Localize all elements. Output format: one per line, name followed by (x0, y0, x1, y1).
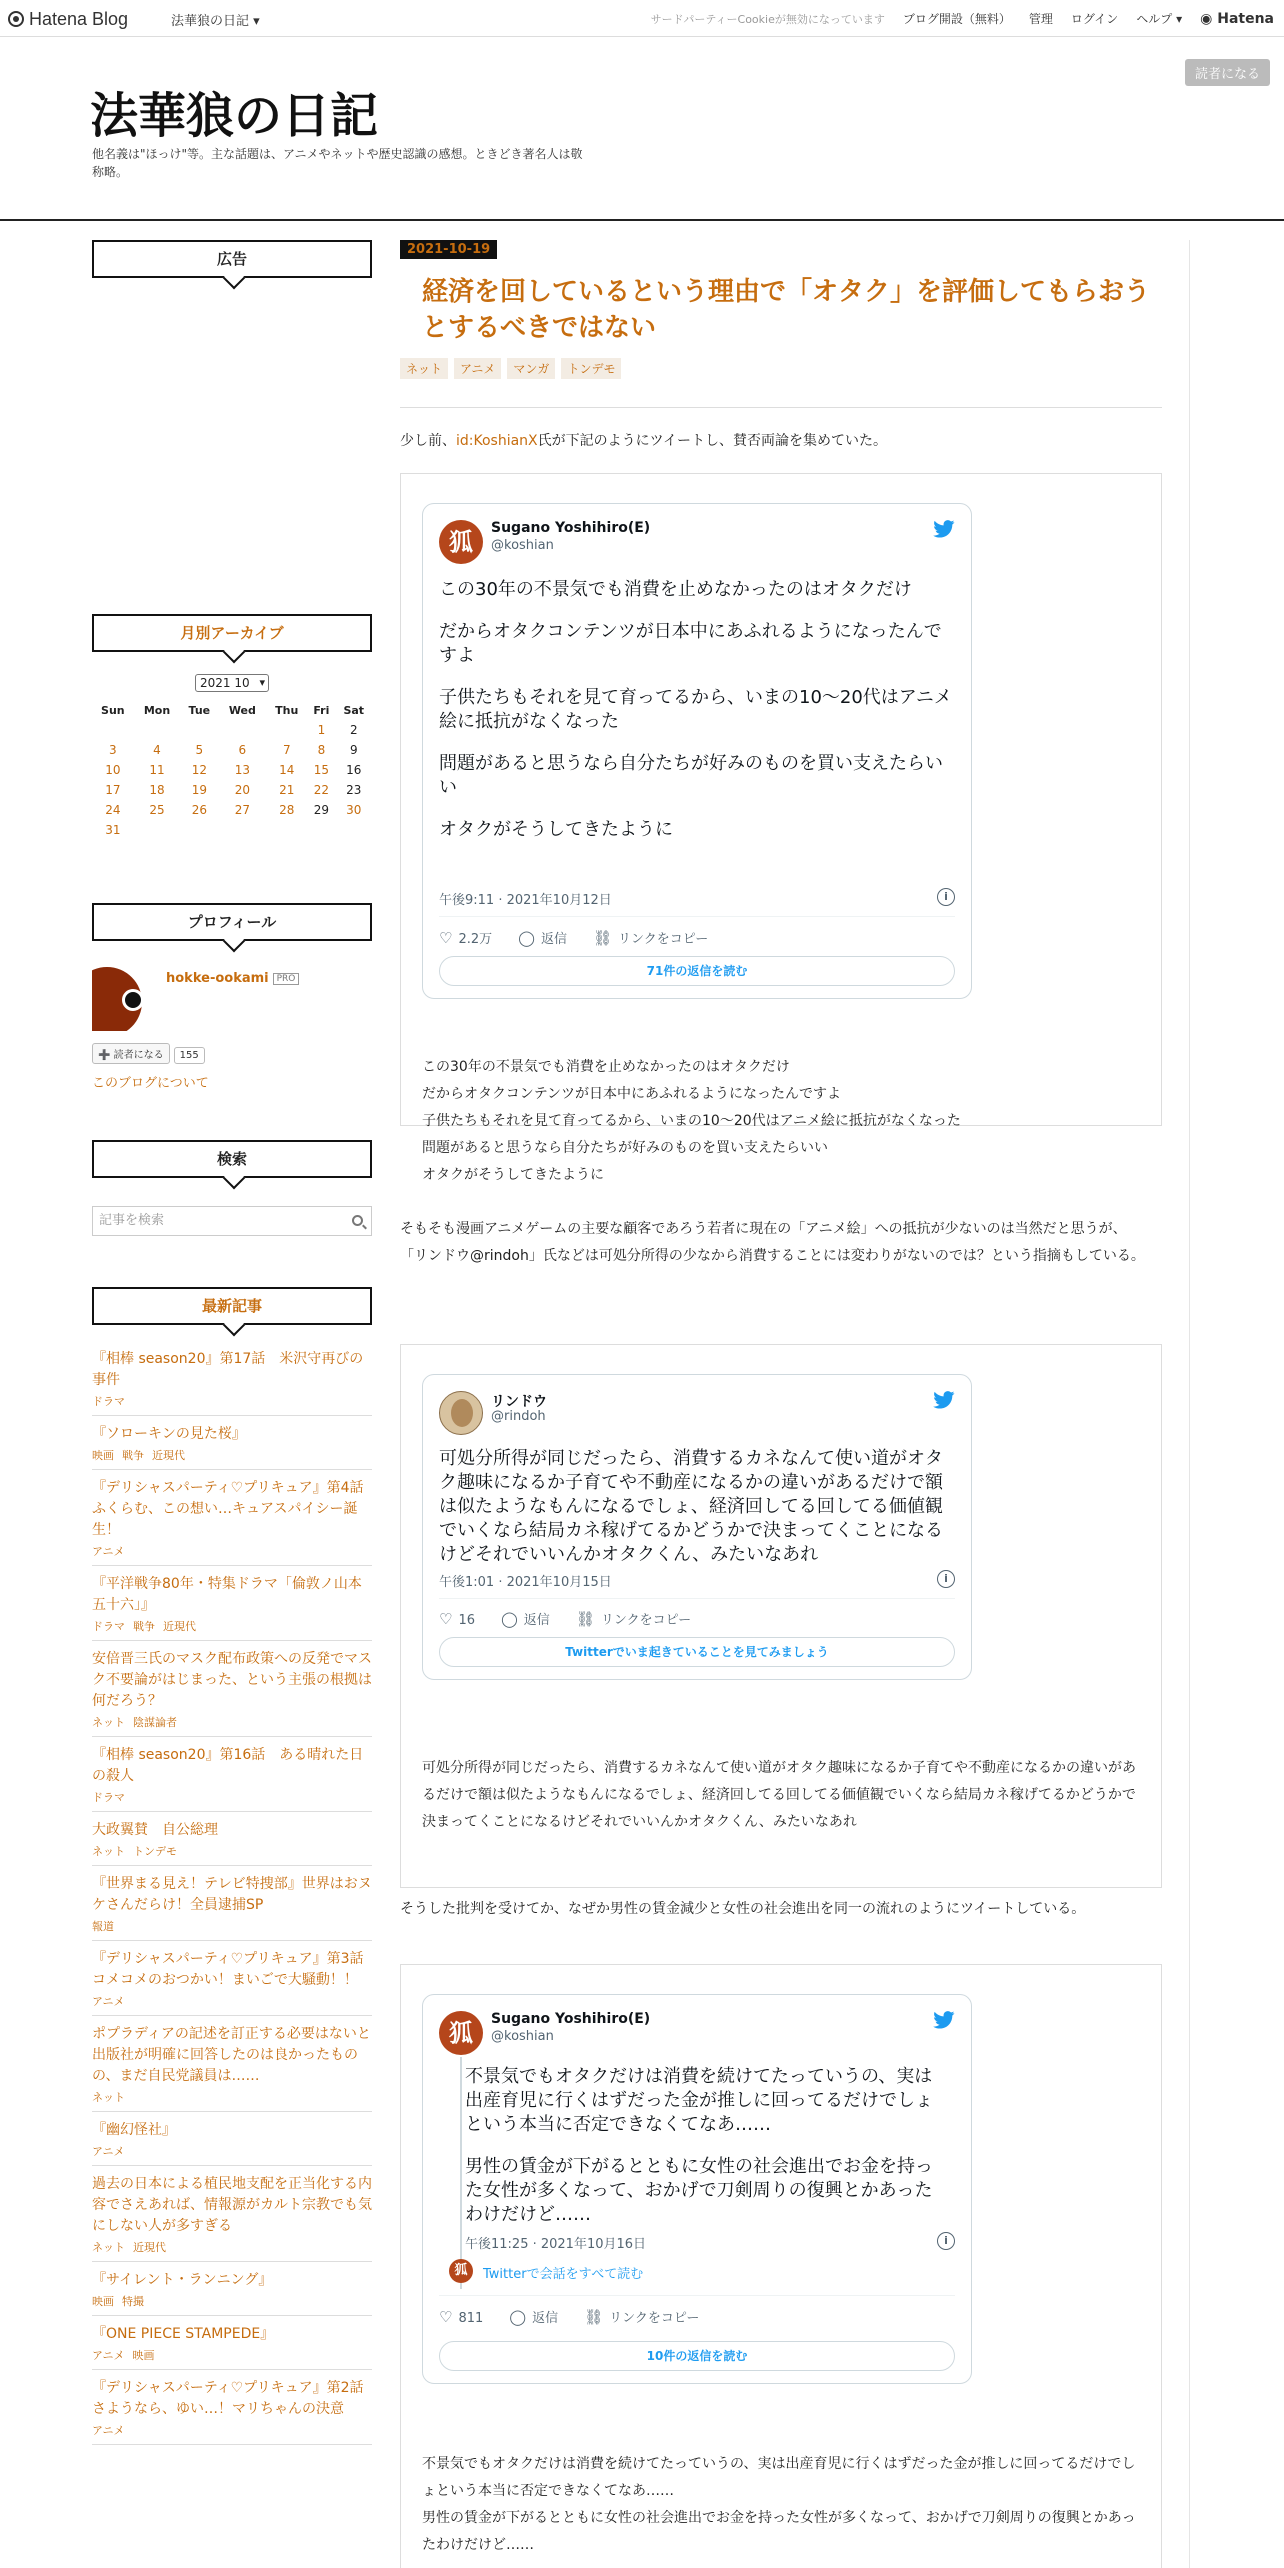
profile-subscribe-button[interactable]: ➕ 読者になる (92, 1043, 170, 1064)
heart-icon: ♡ (439, 2307, 453, 2326)
profile-title: プロフィール (92, 903, 372, 941)
reply-icon: ◯ (501, 1610, 518, 1628)
blockquote-1 (400, 473, 1162, 1183)
recent-entry-item (92, 2262, 372, 2316)
copy-link-button[interactable]: ⛓ リンクをコピー (584, 2308, 700, 2326)
recent-entry-categories (92, 1447, 372, 1463)
tweet-embed-2[interactable] (422, 1374, 972, 1680)
recent-entry-title[interactable]: 『相棒 season20』第17話 米沢守再びの事件 (92, 1351, 364, 1388)
global-header (0, 0, 1284, 37)
recent-entry-title[interactable]: 『世界まる見え！テレビ特捜部』世界はおヌケさんだらけ！全員逮捕SP (92, 1876, 372, 1913)
entry-category-tag[interactable]: ネット (400, 358, 448, 379)
quote-text-2: 可処分所得が同じだったら、消費するカネなんて使い道がオタク趣味になるか子育てや不動産になるかの違いがあるだけで額は似たようなもんになるでしょ、経済回してる回してる価値観でいくなら結局カネ稼げてるかどうかで決まってくことになるけどそれでいいんかオタクくん、みたいなあれ (422, 1760, 1136, 1830)
recent-module (92, 1287, 378, 2445)
search-input[interactable]: 記事を検索 (92, 1206, 372, 1236)
calendar-day[interactable]: 31 (105, 823, 121, 837)
calendar-day: 23 (346, 783, 362, 797)
intro-paragraph: 少し前、id:KoshianX氏が下記のようにツイートし、賛否両論を集めていた。 (400, 433, 887, 449)
tweet-actions (439, 928, 708, 947)
tweet-embed-3[interactable] (422, 1994, 972, 2384)
twitter-bird-icon[interactable] (933, 520, 955, 538)
recent-list (92, 1341, 378, 2445)
heart-icon: ♡ (439, 1609, 453, 1628)
paragraph-2: そもそも漫画アニメゲームの主要な顧客であろう若者に現在の「アニメ絵」への抵抗が少ないのは当然だと思うが、 「リンドウ@rindoh」氏などは可処分所得の少なから消費することには変わりがないのでは？という指摘もしている。 (400, 1221, 1145, 1264)
calendar-day (336, 820, 372, 840)
calendar-day-header: Thu (275, 703, 299, 717)
calendar-day[interactable]: 22 (313, 783, 330, 797)
blog-title-area (0, 37, 1284, 221)
tweet-paragraph: 問題があると思うなら自分たちが好みのものを買い支えたらいい (439, 753, 943, 798)
info-icon[interactable]: i (937, 1570, 955, 1588)
calendar-day-header: Mon (143, 703, 171, 717)
entry-category-tag[interactable]: トンデモ (561, 358, 621, 379)
recent-title[interactable]: 最新記事 (92, 1287, 372, 1325)
read-conversation-link[interactable]: Twitterで会話をすべて読む (483, 2267, 644, 2282)
calendar-day[interactable]: 25 (149, 803, 165, 817)
tweet-text: 不景気でもオタクだけは消費を続けてたっていうの、実は出産育児に行くはずだった金が推しに回ってるだけでしょという本当に否定できなくてなあ…… 男性の賃金が下がるとともに女性の社会進出でお金を持った女性が多くなって、おかげで刀剣周りの復興とかあったわけだけど…… (465, 2066, 933, 2225)
recent-entry-item (92, 1941, 378, 2016)
like-button[interactable]: ♡ 811 (439, 2307, 484, 2326)
recent-entry-item (92, 2112, 372, 2166)
tweet-paragraph: だからオタクコンテンツが日本中にあふれるようになったんですよ (439, 621, 942, 666)
recent-entry-categories (92, 1993, 372, 2009)
profile-name[interactable]: hokke-ookami PRO (166, 971, 299, 1031)
calendar-day[interactable]: 20 (234, 783, 250, 797)
category-link[interactable]: ネット (92, 2241, 125, 2254)
calendar (92, 700, 372, 840)
recent-entry-title[interactable]: 『相棒 season20』第16話 ある晴れた日の殺人 (92, 1747, 364, 1784)
tweet-author-handle[interactable]: @rindoh (491, 1409, 546, 1424)
archive-month-select[interactable]: 2021 10 ▾ (195, 674, 269, 692)
tweet-avatar[interactable]: 狐 (439, 520, 483, 564)
category-link[interactable]: 戦争 (133, 1620, 155, 1633)
profile-module (92, 903, 372, 1091)
recent-entry-item (92, 2016, 372, 2112)
recent-entry-categories (92, 1789, 372, 1805)
reply-button[interactable]: ◯ 返信 (509, 2308, 559, 2326)
recent-entry-title[interactable]: 『デリシャスパーティ♡プリキュア』第2話 さようなら、ゆい…！マリちゃんの決意 (92, 2380, 378, 2417)
calendar-day[interactable]: 8 (317, 743, 326, 757)
quote-line: オタクがそうしてきたように (422, 1167, 604, 1183)
recent-entry-categories (92, 1393, 372, 1409)
convo-avatar: 狐 (449, 2259, 473, 2283)
category-link[interactable]: ドラマ (92, 1395, 125, 1408)
calendar-day: 2 (349, 723, 358, 737)
reply-button[interactable]: ◯ 返信 (518, 929, 567, 947)
calendar-day[interactable]: 12 (191, 763, 207, 777)
calendar-day (92, 720, 134, 740)
calendar-day (180, 820, 218, 840)
recent-entry-title[interactable]: 『ONE PIECE STAMPEDE』 (92, 2326, 275, 2342)
tweet-author-name[interactable]: Sugano Yoshihiro(E) (491, 2011, 651, 2027)
pro-badge: PRO (273, 973, 300, 985)
paragraph-3: そうした批判を受けてか、なぜか男性の賃金減少と女性の社会進出を同一の流れのようにツイートしている。 (400, 1901, 1086, 1917)
recent-entry-categories (92, 2239, 372, 2255)
help-menu[interactable]: ヘルプ ▾ (1136, 12, 1183, 26)
calendar-day[interactable]: 14 (279, 763, 295, 777)
tweet-actions (439, 1609, 691, 1628)
category-link[interactable]: 映画 (92, 2295, 114, 2308)
recent-entry-title[interactable]: 『サイレント・ランニング』 (92, 2272, 273, 2288)
hatena-brand-link[interactable]: ◉ Hatena (1200, 10, 1274, 27)
calendar-day-header: Sat (343, 703, 365, 717)
subscriber-count: 155 (174, 1047, 205, 1064)
recent-entry-categories (92, 2089, 372, 2105)
recent-entry-item (92, 1737, 372, 1812)
hatena-blog-logo[interactable]: Hatena Blog (8, 9, 128, 30)
recent-entry-title[interactable]: 安倍晋三氏のマスク配布政策への反発でマスク不要論がはじまった、という主張の根拠は何だろう？ (92, 1651, 372, 1709)
recent-entry-categories (92, 2422, 372, 2438)
calendar-day[interactable]: 19 (191, 783, 207, 797)
calendar-day[interactable]: 15 (313, 763, 330, 777)
calendar-day: 16 (346, 763, 362, 777)
calendar-day[interactable]: 6 (238, 743, 247, 757)
tweet-author-handle[interactable]: @koshian (491, 2029, 554, 2044)
recent-entry-categories (92, 2347, 372, 2363)
recent-entry-item (92, 1341, 372, 1416)
calendar-day[interactable]: 30 (346, 803, 362, 817)
calendar-day[interactable]: 5 (195, 743, 204, 757)
tweet-paragraph: この30年の不景気でも消費を止めなかったのはオタクだけ (439, 579, 912, 600)
calendar-day (134, 720, 181, 740)
recent-entry-categories (92, 1714, 372, 1730)
tweet-paragraph: 子供たちもそれを見て育ってるから、いまの10〜20代はアニメ絵に抵抗がなくなった (439, 687, 952, 732)
calendar-day[interactable]: 18 (149, 783, 165, 797)
tweet-paragraph: オタクがそうしてきたように (439, 819, 673, 840)
quote-line: 子供たちもそれを見て育ってるから、いまの10〜20代はアニメ絵に抵抗がなくなった (422, 1113, 961, 1129)
reply-button[interactable]: ◯ 返信 (501, 1610, 550, 1628)
entry-categories (400, 358, 621, 379)
search-title: 検索 (92, 1140, 372, 1178)
recent-entry-title[interactable]: 『ソローキンの見た桜』 (92, 1426, 246, 1442)
category-link[interactable]: トンデモ (133, 1845, 177, 1858)
login-link[interactable]: ログイン (1070, 12, 1119, 26)
category-link[interactable]: 特撮 (122, 2295, 144, 2308)
category-link[interactable]: 映画 (92, 1449, 114, 1462)
recent-entry-item (92, 2166, 372, 2262)
recent-entry-item (92, 2370, 378, 2445)
blog-description: 他名義は"ほっけ"等。主な話題は、アニメやネットや歴史認識の感想。ときどき著名人は敬称略。 (92, 147, 583, 179)
calendar-day[interactable]: 13 (234, 763, 250, 777)
calendar-day[interactable]: 7 (282, 743, 291, 757)
recent-entry-item (92, 1416, 372, 1470)
twitter-bird-icon[interactable] (933, 1391, 955, 1409)
reply-icon: ◯ (518, 929, 535, 947)
twitter-cta-button[interactable]: Twitterでいま起きていることを見てみましょう (439, 1637, 955, 1667)
search-module (92, 1140, 372, 1236)
category-link[interactable]: 近現代 (152, 1449, 185, 1462)
entry-title[interactable]: 経済を回しているという理由で「オタク」を評価してもらおうとするべきではない (422, 277, 1151, 343)
blockquote-3 (400, 1964, 1162, 2568)
category-link[interactable]: 戦争 (122, 1449, 144, 1462)
avatar[interactable] (92, 967, 156, 1031)
calendar-day (307, 820, 335, 840)
category-link[interactable]: 報道 (92, 1920, 114, 1933)
quote-text-1 (422, 1054, 1142, 1189)
category-link[interactable]: アニメ (92, 2424, 125, 2437)
category-link[interactable]: ドラマ (92, 1620, 125, 1633)
calendar-day (218, 820, 266, 840)
manage-link[interactable]: 管理 (1028, 12, 1053, 26)
category-link[interactable]: ドラマ (92, 1791, 125, 1804)
like-button[interactable]: ♡ 2.2万 (439, 929, 493, 947)
category-link[interactable]: ネット (92, 2091, 125, 2104)
calendar-day-header: Fri (313, 703, 330, 717)
header-nav (651, 10, 1274, 27)
tweet-author-name[interactable]: Sugano Yoshihiro(E) (491, 520, 651, 536)
subscribe-button[interactable]: 読者になる (1185, 59, 1270, 86)
calendar-day: 9 (349, 743, 358, 757)
recent-entry-item (92, 1566, 372, 1641)
recent-entry-title[interactable]: 『幽幻怪社』 (92, 2122, 176, 2138)
recent-entry-categories (92, 1618, 372, 1634)
recent-entry-title[interactable]: 『デリシャスパーティ♡プリキュア』第3話 コメコメのおつかい！まいごで大騒動！！ (92, 1951, 378, 1988)
header-blog-name[interactable]: 法華狼の日記 ▾ (171, 14, 260, 29)
koshian-link[interactable]: id:KoshianX (456, 433, 538, 449)
recent-entry-categories (92, 1843, 372, 1859)
ads-module (92, 240, 372, 278)
tweet-text: 可処分所得が同じだったら、消費するカネなんて使い道がオタク趣味になるか子育てや不動産になるかの違いがあるだけで額は似たようなもんになるでしょ、経済回してる回してる価値観でいくなら結局カネ稼げてるかどうかで決まってくことになるけどそれでいいんかオタクくん、みたいなあれ (439, 1448, 943, 1565)
tweet-avatar[interactable] (439, 1391, 483, 1435)
twitter-bird-icon[interactable] (933, 2011, 955, 2029)
tweet-timestamp[interactable]: 午後11:25 · 2021年10月16日 (465, 2237, 647, 2252)
about-blog-link[interactable]: このブログについて (92, 1076, 209, 1091)
category-link[interactable]: アニメ (92, 2145, 125, 2158)
calendar-day[interactable]: 21 (279, 783, 295, 797)
reply-icon: ◯ (509, 2308, 527, 2326)
category-link[interactable]: ネット (92, 1845, 125, 1858)
calendar-day[interactable]: 10 (105, 763, 121, 777)
link-icon: ⛓ (575, 1610, 595, 1628)
recent-entry-title[interactable]: ポプラディアの記述を訂正する必要はないと出版社が明確に回答したのは良かったものの、まだ自民党議員は…… (92, 2026, 371, 2084)
recent-entry-categories (92, 2143, 372, 2159)
tweet-author-name[interactable]: リンドウ (491, 1394, 547, 1410)
calendar-day (218, 720, 266, 740)
calendar-day[interactable]: 4 (153, 743, 161, 757)
tweet-author-handle[interactable]: @koshian (491, 538, 554, 553)
category-link[interactable]: アニメ (92, 2349, 125, 2362)
calendar-day[interactable]: 27 (234, 803, 250, 817)
category-link[interactable]: アニメ (92, 1545, 125, 1558)
open-blog-link[interactable]: ブログ開設（無料） (902, 12, 1011, 26)
info-icon[interactable]: i (937, 2232, 955, 2250)
calendar-day[interactable]: 1 (317, 723, 326, 737)
calendar-day[interactable]: 24 (105, 803, 121, 817)
recent-entry-categories (92, 2293, 372, 2309)
calendar-day[interactable]: 3 (109, 743, 117, 757)
link-icon: ⛓ (592, 929, 612, 947)
entry-category-tag[interactable]: マンガ (507, 358, 555, 379)
calendar-day (180, 720, 218, 740)
heart-icon: ♡ (439, 929, 453, 947)
category-link[interactable]: 近現代 (163, 1620, 196, 1633)
tweet-timestamp[interactable]: 午後1:01 · 2021年10月15日 (439, 1575, 612, 1590)
calendar-day-header: Wed (228, 703, 256, 717)
entry-date[interactable]: 2021-10-19 (400, 240, 497, 259)
recent-entry-item (92, 1866, 372, 1941)
hatena-logo-icon (8, 11, 24, 27)
quote-line: 問題があると思うなら自分たちが好みのものを買い支えたらいい (422, 1140, 828, 1156)
tweet-text (439, 578, 959, 860)
link-icon: ⛓ (584, 2308, 604, 2326)
calendar-day (266, 720, 307, 740)
like-button[interactable]: ♡ 16 (439, 1609, 475, 1628)
quote-line: だからオタクコンテンツが日本中にあふれるようになったんですよ (422, 1086, 842, 1102)
category-link[interactable]: 映画 (132, 2349, 155, 2362)
copy-link-button[interactable]: ⛓ リンクをコピー (575, 1610, 692, 1628)
recent-entry-item (92, 1470, 378, 1566)
read-replies-button[interactable]: 10件の返信を読む (439, 2341, 955, 2371)
recent-entry-item (92, 2316, 372, 2370)
read-replies-button[interactable]: 71件の返信を読む (439, 956, 955, 986)
tweet-timestamp[interactable]: 午後9:11 · 2021年10月12日 (439, 893, 612, 908)
recent-entry-categories (92, 1543, 372, 1559)
recent-entry-title[interactable]: 大政翼賛 自公総理 (92, 1822, 218, 1838)
calendar-day[interactable]: 28 (279, 803, 295, 817)
quote-line: この30年の不景気でも消費を止めなかったのはオタクだけ (422, 1059, 790, 1075)
calendar-day[interactable]: 17 (105, 783, 121, 797)
search-icon[interactable] (352, 1215, 363, 1226)
category-link[interactable]: 陰謀論者 (133, 1716, 177, 1729)
ads-title: 広告 (92, 240, 372, 278)
recent-entry-item (92, 1812, 372, 1866)
category-link[interactable]: 近現代 (133, 2241, 166, 2254)
recent-entry-item (92, 1641, 372, 1737)
copy-link-button[interactable]: ⛓ リンクをコピー (592, 929, 709, 947)
recent-entry-title[interactable]: 『デリシャスパーティ♡プリキュア』第4話 ふくらむ、この想い…キュアスパイシー誕生！ (92, 1480, 378, 1538)
category-link[interactable]: ネット (92, 1716, 125, 1729)
blog-title[interactable]: 法華狼の日記 (90, 88, 379, 144)
quote-text-3: 不景気でもオタクだけは消費を続けてたっていうの、実は出産育児に行くはずだった金が推しに回ってるだけでしょという本当に否定できなくてなあ…… 男性の賃金が下がるとともに女性の社会進出でお金を持った女性が多くなって、おかげで刀剣周りの復興とかあったわけだけど…… (422, 2456, 1136, 2553)
recent-entry-categories (92, 1918, 372, 1934)
info-icon[interactable]: i (937, 888, 955, 906)
calendar-day-header: Sun (101, 703, 125, 717)
recent-entry-title[interactable]: 過去の日本による植民地支配を正当化する内容でさえあれば、情報源がカルト宗教でも気にしない人が多すぎる (92, 2176, 372, 2234)
calendar-day: 29 (313, 803, 330, 817)
calendar-day-header: Tue (188, 703, 211, 717)
archive-module (92, 614, 372, 840)
tweet-avatar[interactable]: 狐 (439, 2011, 483, 2055)
tweet-embed-1[interactable] (422, 503, 972, 999)
recent-entry-title[interactable]: 『平洋戦争80年・特集ドラマ「倫敦ノ山本五十六」』 (92, 1576, 362, 1613)
archive-title[interactable]: 月別アーカイブ (92, 614, 372, 652)
entry-category-tag[interactable]: アニメ (454, 358, 501, 379)
calendar-day[interactable]: 26 (191, 803, 207, 817)
calendar-day[interactable]: 11 (149, 763, 165, 777)
blockquote-2 (400, 1344, 1162, 1888)
calendar-day (134, 820, 181, 840)
tweet-actions (439, 2307, 699, 2326)
category-link[interactable]: アニメ (92, 1995, 125, 2008)
calendar-day (266, 820, 307, 840)
cookie-notice: サードパーティーCookieが無効になっています (650, 12, 885, 26)
